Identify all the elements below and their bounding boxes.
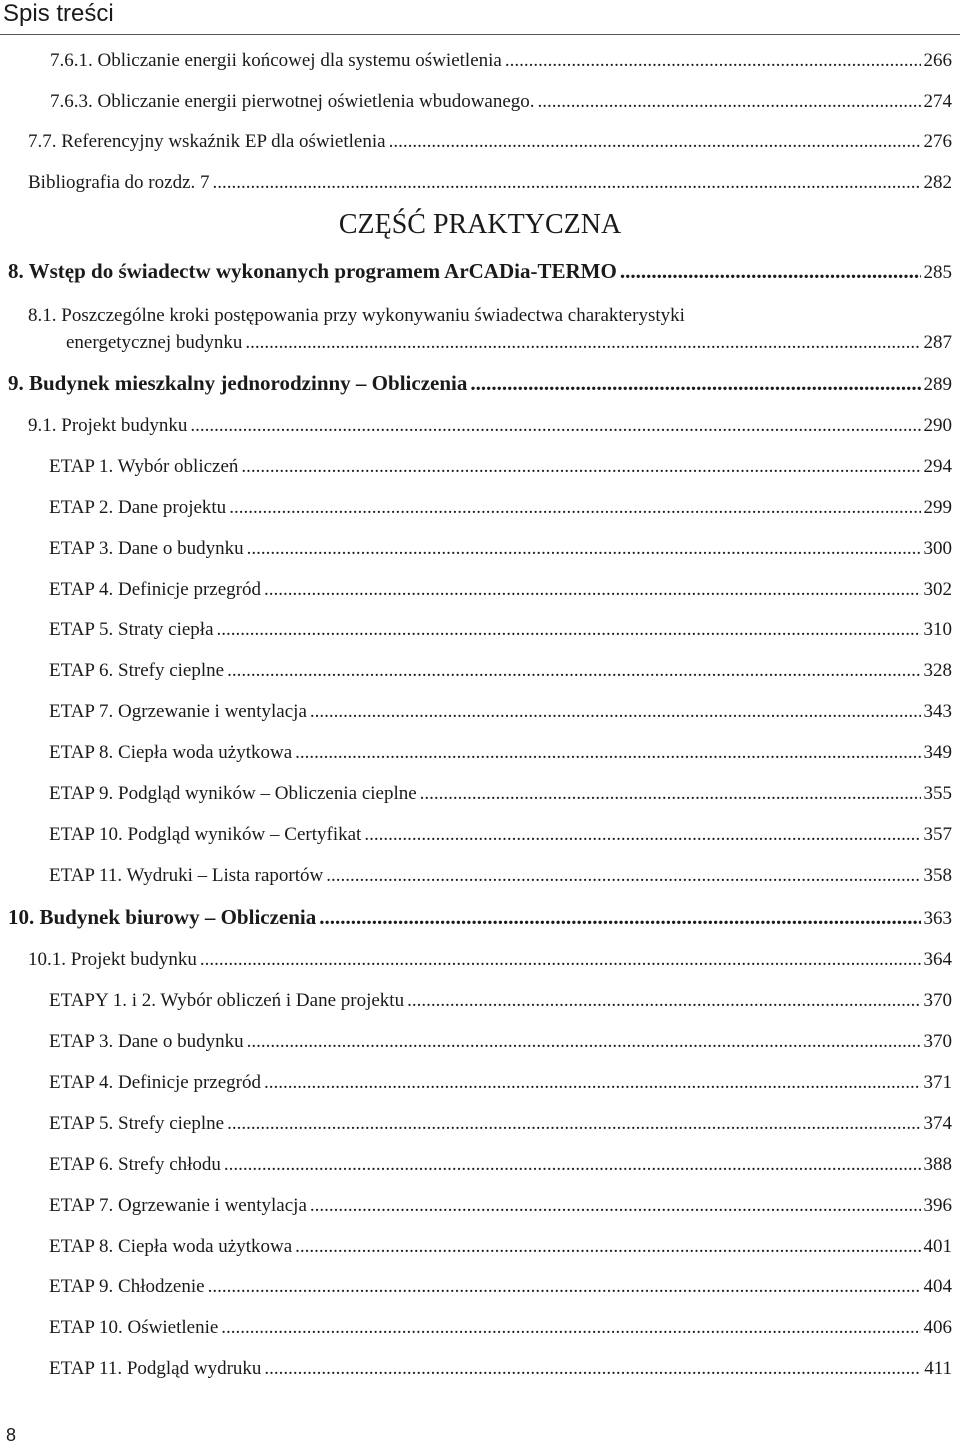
toc-dot-leader	[245, 329, 920, 356]
toc-dot-leader	[319, 905, 920, 929]
toc-dot-leader	[227, 1112, 920, 1136]
toc-entry-page: 355	[923, 783, 952, 804]
toc-entry-label: 8.1. Poszczególne kroki postępowania przy wykonywaniu świadectwa charakterystyki	[28, 305, 685, 326]
toc-entry-page: 349	[923, 742, 952, 763]
toc-chapter-page: 285	[923, 262, 952, 283]
toc-entry-page: 370	[923, 990, 952, 1011]
toc-entry-label: ETAP 1. Wybór obliczeń	[49, 456, 239, 477]
toc-dot-leader	[241, 455, 920, 479]
toc-entry[interactable]	[49, 1357, 952, 1381]
toc-entry[interactable]	[49, 741, 952, 765]
toc-entry[interactable]	[49, 1275, 952, 1299]
toc-chapter-label: 10. Budynek biurowy – Obliczenia	[8, 905, 317, 929]
toc-entry[interactable]	[49, 1030, 952, 1054]
toc-entry-page: 266	[923, 50, 952, 71]
toc-dot-leader	[264, 1071, 921, 1095]
toc-dot-leader	[295, 741, 920, 765]
toc-dot-leader	[200, 948, 921, 972]
toc-dot-leader	[247, 537, 921, 561]
toc-entry-page: 370	[923, 1031, 952, 1052]
toc-entry-page: 343	[923, 701, 952, 722]
toc-entry-label: ETAP 2. Dane projektu	[49, 497, 227, 518]
toc-entry-label: ETAP 5. Strefy cieplne	[49, 1113, 225, 1134]
toc-dot-leader	[247, 1030, 921, 1054]
toc-entry[interactable]	[49, 989, 952, 1013]
toc-entry-page: 274	[923, 91, 952, 112]
toc-entry[interactable]	[49, 1194, 952, 1218]
toc-dot-leader	[295, 1235, 920, 1259]
toc-dot-leader	[420, 782, 921, 806]
page-header-title: Spis treści	[3, 0, 114, 27]
toc-entry[interactable]	[49, 700, 952, 724]
toc-entry-page: 310	[923, 619, 952, 640]
toc-entry-label: ETAP 3. Dane o budynku	[49, 538, 244, 559]
toc-entry-label: ETAP 11. Wydruki – Lista raportów	[49, 865, 324, 886]
toc-chapter-8[interactable]	[8, 259, 952, 285]
toc-dot-leader	[208, 1275, 921, 1299]
toc-dot-leader	[389, 130, 921, 154]
toc-dot-leader	[407, 989, 920, 1013]
toc-entry[interactable]	[49, 1153, 952, 1177]
toc-entry[interactable]	[49, 578, 952, 602]
toc-entry-label: 9.1. Projekt budynku	[28, 415, 188, 436]
toc-entry-page: 282	[923, 172, 952, 193]
toc-chapter-label: 9. Budynek mieszkalny jednorodzinny – Obliczenia	[8, 371, 468, 395]
toc-entry-page: 358	[923, 865, 952, 886]
toc-entry-label: ETAP 9. Chłodzenie	[49, 1276, 205, 1297]
toc-entry[interactable]	[49, 537, 952, 561]
toc-chapter-page: 289	[923, 374, 952, 395]
toc-entry-page: 388	[923, 1154, 952, 1175]
toc-entry-page: 290	[923, 415, 952, 436]
toc-entry-label: 7.6.3. Obliczanie energii pierwotnej oświetlenia wbudowanego.	[50, 91, 535, 112]
toc-entry-label: 7.6.1. Obliczanie energii końcowej dla systemu oświetlenia	[50, 50, 502, 71]
toc-dot-leader	[620, 259, 921, 283]
toc-dot-leader	[326, 864, 920, 888]
toc-entry-page: 364	[923, 949, 952, 970]
toc-entry[interactable]	[49, 496, 952, 520]
toc-dot-leader	[221, 1316, 920, 1340]
toc-entry-page: 396	[923, 1195, 952, 1216]
toc-dot-leader	[310, 1194, 921, 1218]
toc-dot-leader	[229, 496, 920, 520]
page-header	[0, 0, 960, 36]
toc-entry-label: ETAP 8. Ciepła woda użytkowa	[49, 742, 293, 763]
toc-entry-page: 294	[923, 456, 952, 477]
toc-entry-label: 7.7. Referencyjny wskaźnik EP dla oświetlenia	[28, 131, 386, 152]
toc-dot-leader	[190, 414, 920, 438]
toc-entry-label: ETAP 4. Definicje przegród	[49, 1072, 261, 1093]
toc-entry-page: 406	[923, 1317, 952, 1338]
toc-dot-leader	[217, 618, 921, 642]
header-divider	[0, 34, 960, 35]
toc-entry-page: 411	[924, 1358, 952, 1379]
toc-entry[interactable]	[49, 455, 952, 479]
toc-entry-label: ETAP 4. Definicje przegród	[49, 579, 261, 600]
toc-entry-label: Bibliografia do rozdz. 7	[28, 172, 210, 193]
toc-dot-leader	[264, 578, 921, 602]
toc-entry-label: ETAPY 1. i 2. Wybór obliczeń i Dane projektu	[49, 990, 405, 1011]
toc-entry-page: 299	[923, 497, 952, 518]
toc-entry[interactable]	[49, 864, 952, 888]
toc-entry[interactable]	[49, 1316, 952, 1340]
toc-entry-label: ETAP 10. Oświetlenie	[49, 1317, 219, 1338]
toc-dot-leader	[505, 49, 921, 73]
toc-dot-leader	[224, 1153, 921, 1177]
toc-entry[interactable]	[50, 90, 952, 114]
toc-chapter-label: 8. Wstęp do świadectw wykonanych programem ArCADia-TERMO	[8, 259, 617, 283]
toc-entry-label: ETAP 6. Strefy chłodu	[49, 1154, 221, 1175]
toc-dot-leader	[264, 1357, 921, 1381]
toc-entry-label: ETAP 7. Ogrzewanie i wentylacja	[49, 701, 307, 722]
toc-entry[interactable]	[28, 130, 952, 154]
toc-entry[interactable]	[50, 49, 952, 73]
toc-entry-label: ETAP 9. Podgląd wyników – Obliczenia cieplne	[49, 783, 417, 804]
toc-entry-label: ETAP 10. Podgląd wyników – Certyfikat	[49, 824, 362, 845]
page-number: 8	[6, 1425, 17, 1445]
toc-dot-leader	[538, 90, 921, 114]
toc-entry[interactable]	[49, 1071, 952, 1095]
toc-entry-page: 404	[923, 1276, 952, 1297]
toc-dot-leader	[227, 659, 920, 683]
toc-entry-label: ETAP 7. Ogrzewanie i wentylacja	[49, 1195, 307, 1216]
toc-entry-label: ETAP 8. Ciepła woda użytkowa	[49, 1236, 293, 1257]
toc-entry-page: 276	[923, 131, 952, 152]
toc-entry-page: 302	[923, 579, 952, 600]
toc-entry-page: 374	[923, 1113, 952, 1134]
toc-entry-page: 300	[923, 538, 952, 559]
toc-chapter-9[interactable]	[8, 371, 952, 397]
toc-dot-leader	[310, 700, 921, 724]
toc-entry-label: 10.1. Projekt budynku	[28, 949, 197, 970]
toc-entry[interactable]	[28, 948, 952, 972]
toc-dot-leader	[213, 171, 921, 195]
toc-entry[interactable]	[49, 782, 952, 806]
toc-entry[interactable]	[49, 618, 952, 642]
toc-entry[interactable]	[28, 171, 952, 195]
toc-dot-leader	[470, 371, 920, 395]
toc-entry-label: ETAP 3. Dane o budynku	[49, 1031, 244, 1052]
toc-entry[interactable]	[28, 414, 952, 438]
part-title: CZĘŚĆ PRAKTYCZNA	[338, 209, 622, 240]
toc-entry-page: 328	[923, 660, 952, 681]
toc-entry-page: 287	[923, 332, 952, 353]
toc-entry-label: ETAP 5. Straty ciepła	[49, 619, 214, 640]
toc-chapter-10[interactable]	[8, 905, 952, 931]
toc-entry[interactable]	[49, 1112, 952, 1136]
toc-entry[interactable]	[49, 1235, 952, 1259]
toc-entry-page: 401	[923, 1236, 952, 1257]
toc-entry-page: 357	[923, 824, 952, 845]
toc-entry[interactable]	[49, 659, 952, 683]
toc-dot-leader	[364, 823, 920, 847]
toc-entry-label-continued: energetycznej budynku	[66, 332, 243, 353]
toc-entry-8-1[interactable]	[28, 302, 952, 356]
toc-entry[interactable]	[49, 823, 952, 847]
toc-entry-label: ETAP 11. Podgląd wydruku	[49, 1358, 262, 1379]
toc-entry-page: 371	[923, 1072, 952, 1093]
toc-entry-label: ETAP 6. Strefy cieplne	[49, 660, 225, 681]
toc-chapter-page: 363	[923, 908, 952, 929]
